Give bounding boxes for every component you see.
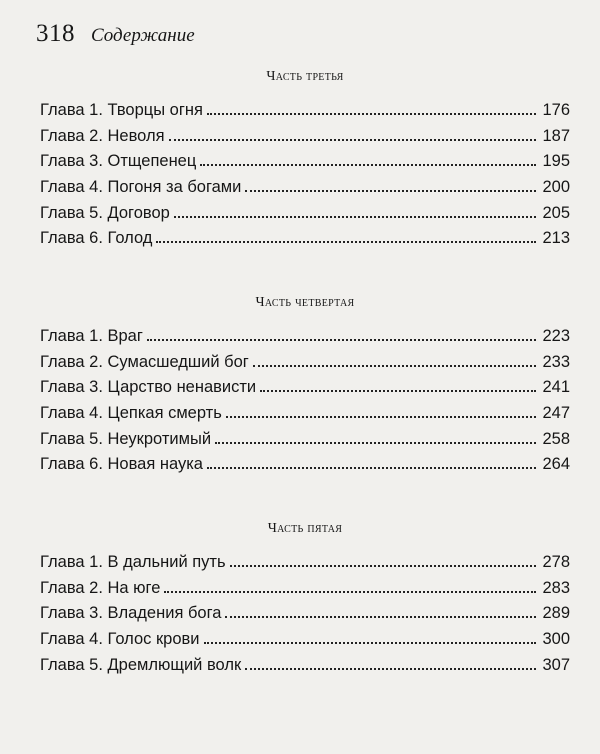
- chapter-title: Глава 4. Погоня за богами: [40, 178, 242, 197]
- toc-entry: [40, 324, 570, 350]
- chapter-title: Глава 5. Неукротимый: [40, 429, 212, 448]
- chapter-title: Глава 2. Неволя: [40, 126, 165, 145]
- toc-entry: [40, 375, 570, 401]
- toc-entry: [40, 427, 570, 453]
- chapter-title: Глава 6. Новая наука: [40, 455, 203, 474]
- page-ref: 241: [542, 378, 570, 397]
- chapter-title: Глава 3. Отщепенец: [40, 152, 197, 171]
- dot-leader: [226, 416, 537, 418]
- chapter-title: Глава 2. На юге: [40, 578, 161, 597]
- toc-entry: [40, 226, 570, 252]
- part-title: Часть третья: [266, 69, 344, 84]
- page-ref: 176: [542, 101, 570, 119]
- page-ref: 187: [542, 126, 570, 145]
- dot-leader: [164, 591, 536, 593]
- toc-entry: [40, 452, 570, 478]
- part-title: Часть четвертая: [255, 295, 355, 310]
- part-three: [40, 66, 570, 252]
- page-ref: 205: [542, 203, 570, 222]
- page-ref: 289: [542, 604, 570, 623]
- page-number: 318: [36, 20, 75, 47]
- toc-entry: [40, 401, 570, 427]
- page-ref: 264: [542, 455, 570, 474]
- toc-entry: [40, 350, 570, 376]
- dot-leader: [245, 668, 536, 670]
- page-ref: 258: [542, 429, 570, 448]
- toc-entry: [40, 653, 570, 679]
- page-ref: 247: [542, 404, 570, 423]
- dot-leader: [174, 216, 537, 218]
- toc-entry: [40, 98, 570, 124]
- dot-leader: [156, 241, 536, 243]
- page-ref: 223: [542, 327, 570, 345]
- page-ref: 300: [542, 630, 570, 649]
- toc-entry: [40, 576, 570, 602]
- chapter-title: Глава 5. Договор: [40, 203, 170, 222]
- toc-entry: [40, 175, 570, 201]
- dot-leader: [204, 642, 537, 644]
- chapter-title: Глава 3. Царство ненависти: [40, 378, 257, 397]
- toc-entry: [40, 601, 570, 627]
- chapter-title: Глава 4. Голос крови: [40, 630, 200, 649]
- dot-leader: [230, 565, 537, 567]
- page-ref: 213: [542, 229, 570, 248]
- page-ref: 195: [542, 152, 570, 171]
- chapter-title: Глава 1. Творцы огня: [40, 101, 203, 119]
- part-title: Часть пятая: [267, 521, 343, 536]
- dot-leader: [207, 467, 536, 469]
- dot-leader: [225, 616, 536, 618]
- dot-leader: [253, 365, 537, 367]
- chapter-title: Глава 3. Владения бога: [40, 604, 222, 623]
- toc-entry: [40, 201, 570, 227]
- chapter-title: Глава 4. Цепкая смерть: [40, 404, 222, 423]
- dot-leader: [147, 339, 537, 341]
- dot-leader: [200, 164, 536, 166]
- page-ref: 233: [542, 352, 570, 371]
- dot-leader: [215, 442, 536, 444]
- part-five: [40, 518, 570, 678]
- chapter-title: Глава 6. Голод: [40, 229, 153, 248]
- page-ref: 200: [542, 178, 570, 197]
- running-title: Содержание: [91, 25, 195, 46]
- dot-leader: [207, 113, 537, 115]
- chapter-title: Глава 2. Сумасшедший бог: [40, 352, 249, 371]
- toc-entry: [40, 627, 570, 653]
- page-ref: 283: [542, 578, 570, 597]
- chapter-title: Глава 1. Враг: [40, 327, 143, 345]
- dot-leader: [245, 190, 536, 192]
- part-four: [40, 292, 570, 478]
- dot-leader: [260, 390, 536, 392]
- page-ref: 278: [542, 553, 570, 571]
- toc-entry: [40, 550, 570, 576]
- chapter-title: Глава 1. В дальний путь: [40, 553, 226, 571]
- dot-leader: [169, 139, 537, 141]
- page-ref: 307: [542, 655, 570, 674]
- page-header: [36, 20, 195, 48]
- chapter-title: Глава 5. Дремлющий волк: [40, 655, 242, 674]
- toc-entry: [40, 124, 570, 150]
- toc-entry: [40, 149, 570, 175]
